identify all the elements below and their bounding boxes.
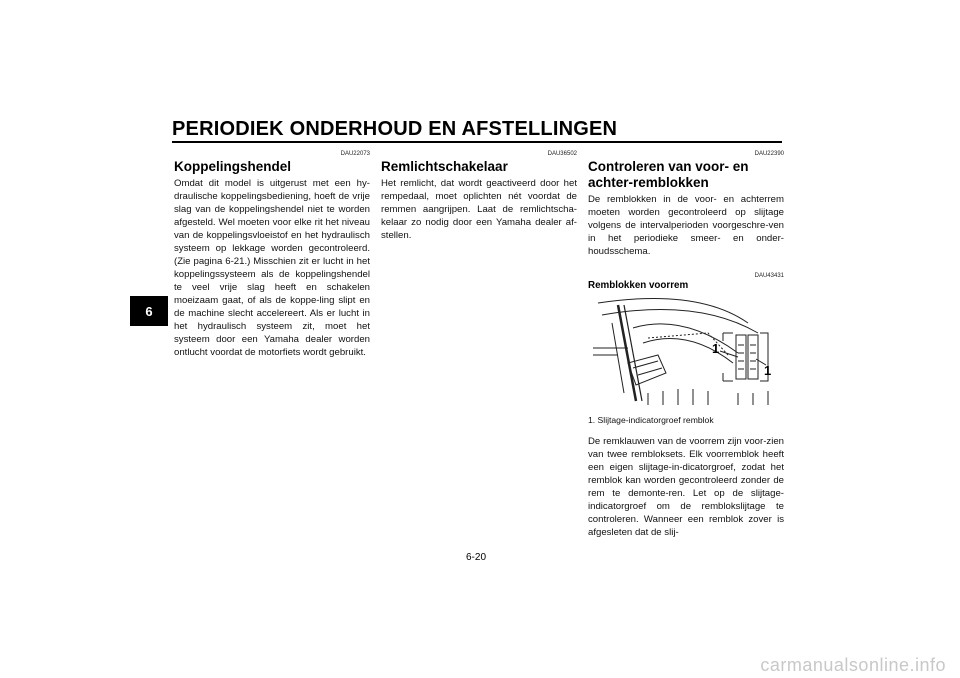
section-body: De remblokken in de voor- en achterrem moeten worden gecontroleerd op slijtage volgens de intervalperioden voorgeschre-ven in het periodieke smeer- en onder-houdsschema. [588, 194, 784, 257]
page-number: 6-20 [466, 552, 487, 563]
section-koppelingshendel [174, 150, 370, 359]
section-code: DAU22073 [340, 151, 370, 157]
figure-label-1: 1 [712, 341, 720, 356]
page-header: PERIODIEK ONDERHOUD EN AFSTELLINGEN [172, 118, 618, 140]
section-body: Het remlicht, dat wordt geactiveerd door het rempedaal, moet oplichten nét voordat de remmen aangrijpen. Laat de remlichtscha-kelaar zo nodig door een Yamaha dealer af-stellen. [381, 178, 577, 241]
section-title: Remlichtschakelaar [381, 159, 508, 174]
subsection-title: Remblokken voorrem [588, 280, 689, 291]
chapter-tab: 6 [130, 296, 168, 326]
subsection-body: De remklauwen van de voorrem zijn voor-zien van twee rembloksets. Elk voorremblok heeft een eigen slijtage-in-dicatorgroef, zodat het remblok kan worden gecontroleerd zonder de rem te demonte-ren. Let op de slijtage-indicatorgroef om de remblokslijtage te controleren. Wanneer een remblok zover is afgesleten dat de slij- [588, 436, 784, 538]
section-title: Controleren van voor- en achter-remblokken [588, 159, 749, 190]
watermark: carmanualsonline.info [760, 655, 946, 675]
header-rule [172, 141, 782, 143]
figure-label-1: 1 [764, 363, 772, 378]
section-remblokken [588, 150, 784, 539]
section-code: DAU22390 [754, 151, 784, 157]
subsection-code: DAU43431 [754, 273, 784, 279]
section-body: Omdat dit model is uitgerust met een hy-draulische koppelingsbediening, hoeft de vrije slag van de koppelingshendel niet te worden afgesteld. Wel moeten voor elke rit het niveau van de koppelingsvloeistof en het hydraulisch systeem op lekkage worden gecontroleerd. (Zie pagina 6-21.) Misschien zit er lucht in het koppelingssysteem als de koppelingshendel te veel vrije slag heeft en schakelen moeizaam gaat, of als de koppe-ling slipt en de machine slecht accelereert. Als er lucht in het hydraulisch systeem zit, moet het systeem door een Yamaha dealer worden ontlucht voordat de motorfiets wordt gebruikt. [174, 178, 370, 358]
section-title: Koppelingshendel [174, 159, 292, 174]
section-remlichtschakelaar [381, 150, 577, 242]
figure-caption: 1. Slijtage-indicatorgroef remblok [588, 415, 714, 425]
front-brake-pads-illustration [588, 293, 783, 411]
section-code: DAU36502 [547, 151, 577, 157]
brake-illustration-svg [588, 293, 783, 411]
